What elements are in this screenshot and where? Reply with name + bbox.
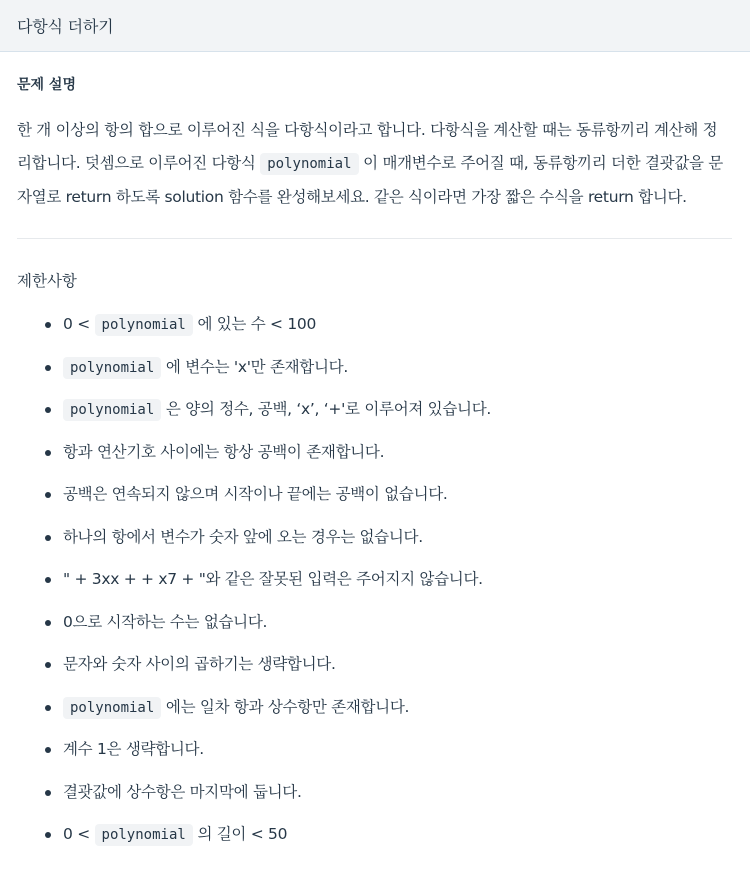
bullet-icon	[45, 450, 51, 456]
title-bar	[0, 0, 750, 52]
text-segment: 의 길이 < 50	[192, 825, 288, 843]
text-segment: 계수 1은 생략합니다.	[63, 740, 204, 758]
inline-code: polynomial	[95, 314, 193, 336]
bullet-icon	[45, 620, 51, 626]
text-segment: 이 매개변수로 주어질 때, 동류항끼리 더한 결괏값을 문자열로 return 하도록 solution 함수를 완성해보세요. 같은 식이라면 가장 짧은 수식을 return 합니다.	[17, 154, 723, 206]
constraint-item	[17, 346, 732, 389]
text-segment: 결괏값에 상수항은 마지막에 둡니다.	[63, 782, 302, 801]
constraint-item	[17, 813, 732, 856]
bullet-icon	[45, 705, 51, 711]
inline-code: polynomial	[95, 824, 193, 846]
text-segment: 문자와 숫자 사이의 곱하기는 생략합니다.	[63, 655, 336, 673]
problem-content	[0, 74, 750, 856]
constraint-item	[17, 686, 732, 729]
bullet-icon	[45, 535, 51, 541]
bullet-icon	[45, 492, 51, 498]
constraints-list	[17, 303, 732, 856]
text-segment: 한 개 이상의 항의 합으로 이루어진 식을 다항식이라고 합니다. 다항식을 계산할 때는 동류항끼리 계산해 정리합니다. 덧셈으로 이루어진 다항식	[17, 121, 718, 172]
text-segment: " + 3xx + + x7 + "와 같은 잘못된 입력은 주어지지 않습니다.	[63, 570, 483, 588]
text-segment: 에는 일차 항과 상수항만 존재합니다.	[161, 697, 410, 716]
constraint-item	[17, 303, 732, 346]
text-segment: 0 <	[63, 315, 95, 333]
text-segment: 은 양의 정수, 공백, ‘x’, ‘+'로 이루어져 있습니다.	[161, 400, 491, 418]
problem-description-heading: 문제 설명	[17, 77, 76, 93]
problem-description	[17, 114, 732, 214]
bullet-icon	[45, 577, 51, 583]
inline-code: polynomial	[63, 697, 161, 719]
inline-code: polynomial	[63, 357, 161, 379]
constraint-item	[17, 473, 732, 516]
constraint-item	[17, 516, 732, 559]
inline-code: polynomial	[63, 399, 161, 421]
constraint-item	[17, 771, 732, 814]
text-segment: 에 변수는 'x'만 존재합니다.	[161, 357, 348, 376]
bullet-icon	[45, 365, 51, 371]
constraint-item	[17, 728, 732, 771]
constraint-item	[17, 643, 732, 686]
constraint-item	[17, 558, 732, 601]
bullet-icon	[45, 790, 51, 796]
bullet-icon	[45, 747, 51, 753]
constraints-heading: 제한사항	[17, 272, 77, 290]
text-segment: 0 <	[63, 825, 95, 843]
section-divider	[17, 238, 732, 239]
page-title: 다항식 더하기	[17, 17, 114, 36]
bullet-icon	[45, 832, 51, 838]
constraint-item	[17, 601, 732, 644]
bullet-icon	[45, 407, 51, 413]
inline-code: polynomial	[260, 153, 358, 175]
constraint-item	[17, 431, 732, 474]
bullet-icon	[45, 322, 51, 328]
text-segment: 에 있는 수 < 100	[192, 315, 317, 333]
text-segment: 하나의 항에서 변수가 숫자 앞에 오는 경우는 없습니다.	[63, 527, 423, 546]
bullet-icon	[45, 662, 51, 668]
text-segment: 0으로 시작하는 수는 없습니다.	[63, 612, 268, 631]
constraint-item	[17, 388, 732, 431]
text-segment: 공백은 연속되지 않으며 시작이나 끝에는 공백이 없습니다.	[63, 485, 448, 503]
text-segment: 항과 연산기호 사이에는 항상 공백이 존재합니다.	[63, 442, 385, 461]
